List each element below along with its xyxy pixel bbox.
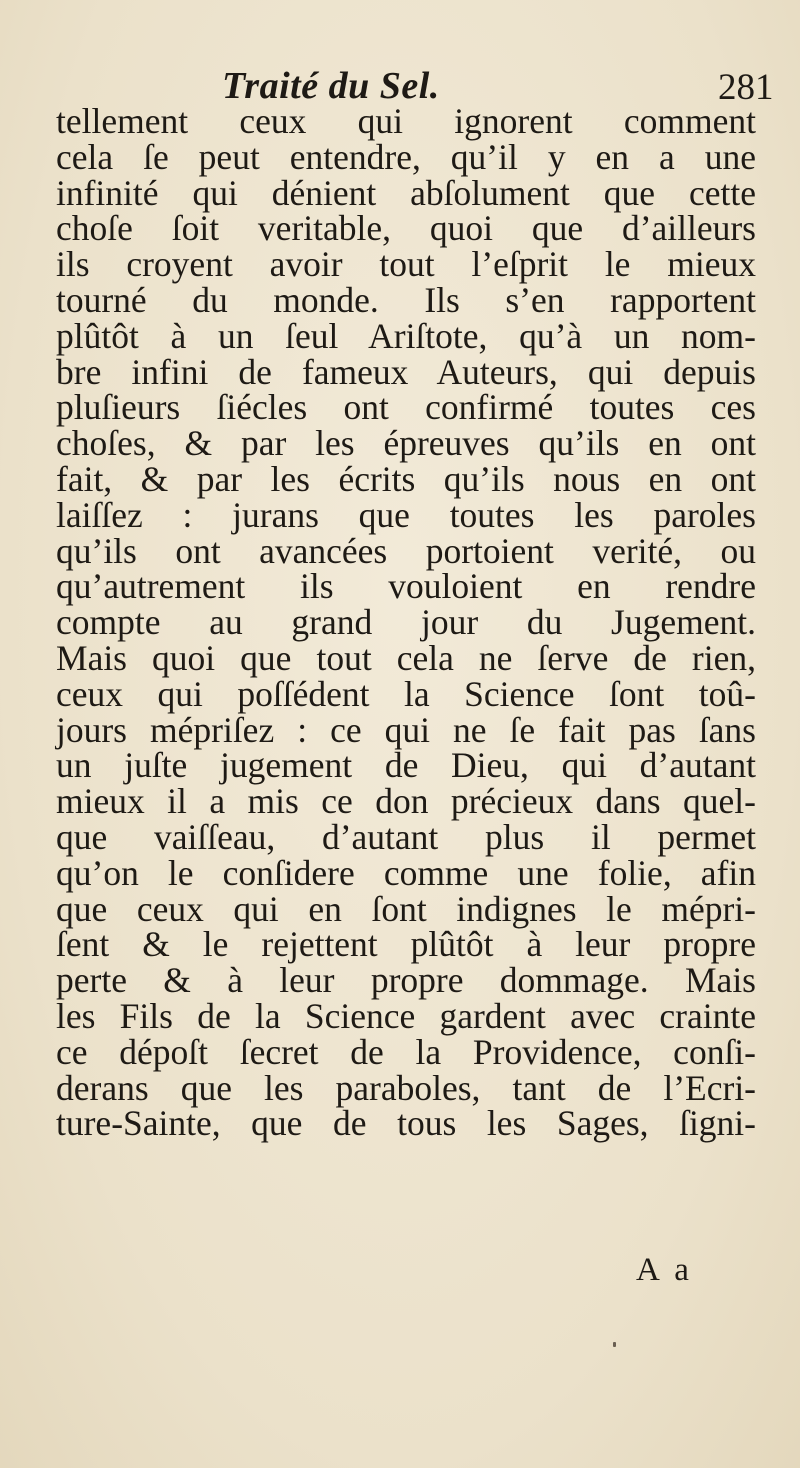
text-line: pluſieurs ſiécles ont confirmé toutes ces <box>56 387 756 428</box>
text-line: ture-Sainte, que de tous les Sages, ſigni- <box>56 1103 756 1144</box>
text-line: bre infini de fameux Auteurs, qui depuis <box>56 351 756 392</box>
text-line: ceux qui poſſédent la Science ſont toû- <box>56 673 756 714</box>
text-line: laiſſez : jurans que toutes les paroles <box>56 494 756 535</box>
text-line: mieux il a mis ce don précieux dans quel- <box>56 781 756 822</box>
text-line: Mais quoi que tout cela ne ſerve de rien, <box>56 637 756 678</box>
text-line: ſent & le rejettent plûtôt à leur propre <box>56 924 756 965</box>
signature-mark: A a <box>636 1252 693 1288</box>
body-text <box>56 101 756 1144</box>
text-line: qu’on le conſidere comme une folie, afin <box>56 852 756 893</box>
running-title: Traité du Sel. <box>222 65 440 107</box>
text-line: cela ſe peut entendre, qu’il y en a une <box>56 136 756 177</box>
text-line: les Fils de la Science gardent avec crainte <box>56 995 756 1036</box>
text-line: infinité qui dénient abſolument que cette <box>56 172 756 213</box>
text-line: compte au grand jour du Jugement. <box>56 602 756 643</box>
text-line: perte & à leur propre dommage. Mais <box>56 960 756 1001</box>
text-line: tourné du monde. Ils s’en rapportent <box>56 279 756 320</box>
text-line: choſe ſoit veritable, quoi que d’ailleurs <box>56 208 756 249</box>
text-line: ils croyent avoir tout l’eſprit le mieux <box>56 244 756 285</box>
text-line: tellement ceux qui ignorent comment <box>56 101 756 141</box>
ink-speck <box>613 1342 616 1347</box>
text-line: qu’ils ont avancées portoient verité, ou <box>56 530 756 571</box>
text-line: ce dépoſt ſecret de la Providence, conſi- <box>56 1031 756 1072</box>
text-line: un juſte jugement de Dieu, qui d’autant <box>56 745 756 786</box>
text-line: qu’autrement ils vouloient en rendre <box>56 566 756 607</box>
text-line: jours mépriſez : ce qui ne ſe fait pas ſans <box>56 709 756 750</box>
text-line: choſes, & par les épreuves qu’ils en ont <box>56 423 756 464</box>
page-number: 281 <box>718 67 774 108</box>
text-line: derans que les paraboles, tant de l’Ecri- <box>56 1067 756 1108</box>
text-line: que vaiſſeau, d’autant plus il permet <box>56 816 756 857</box>
text-line: que ceux qui en ſont indignes le mépri- <box>56 888 756 929</box>
text-line: fait, & par les écrits qu’ils nous en ont <box>56 458 756 499</box>
text-line: plûtôt à un ſeul Ariſtote, qu’à un nom- <box>56 315 756 356</box>
